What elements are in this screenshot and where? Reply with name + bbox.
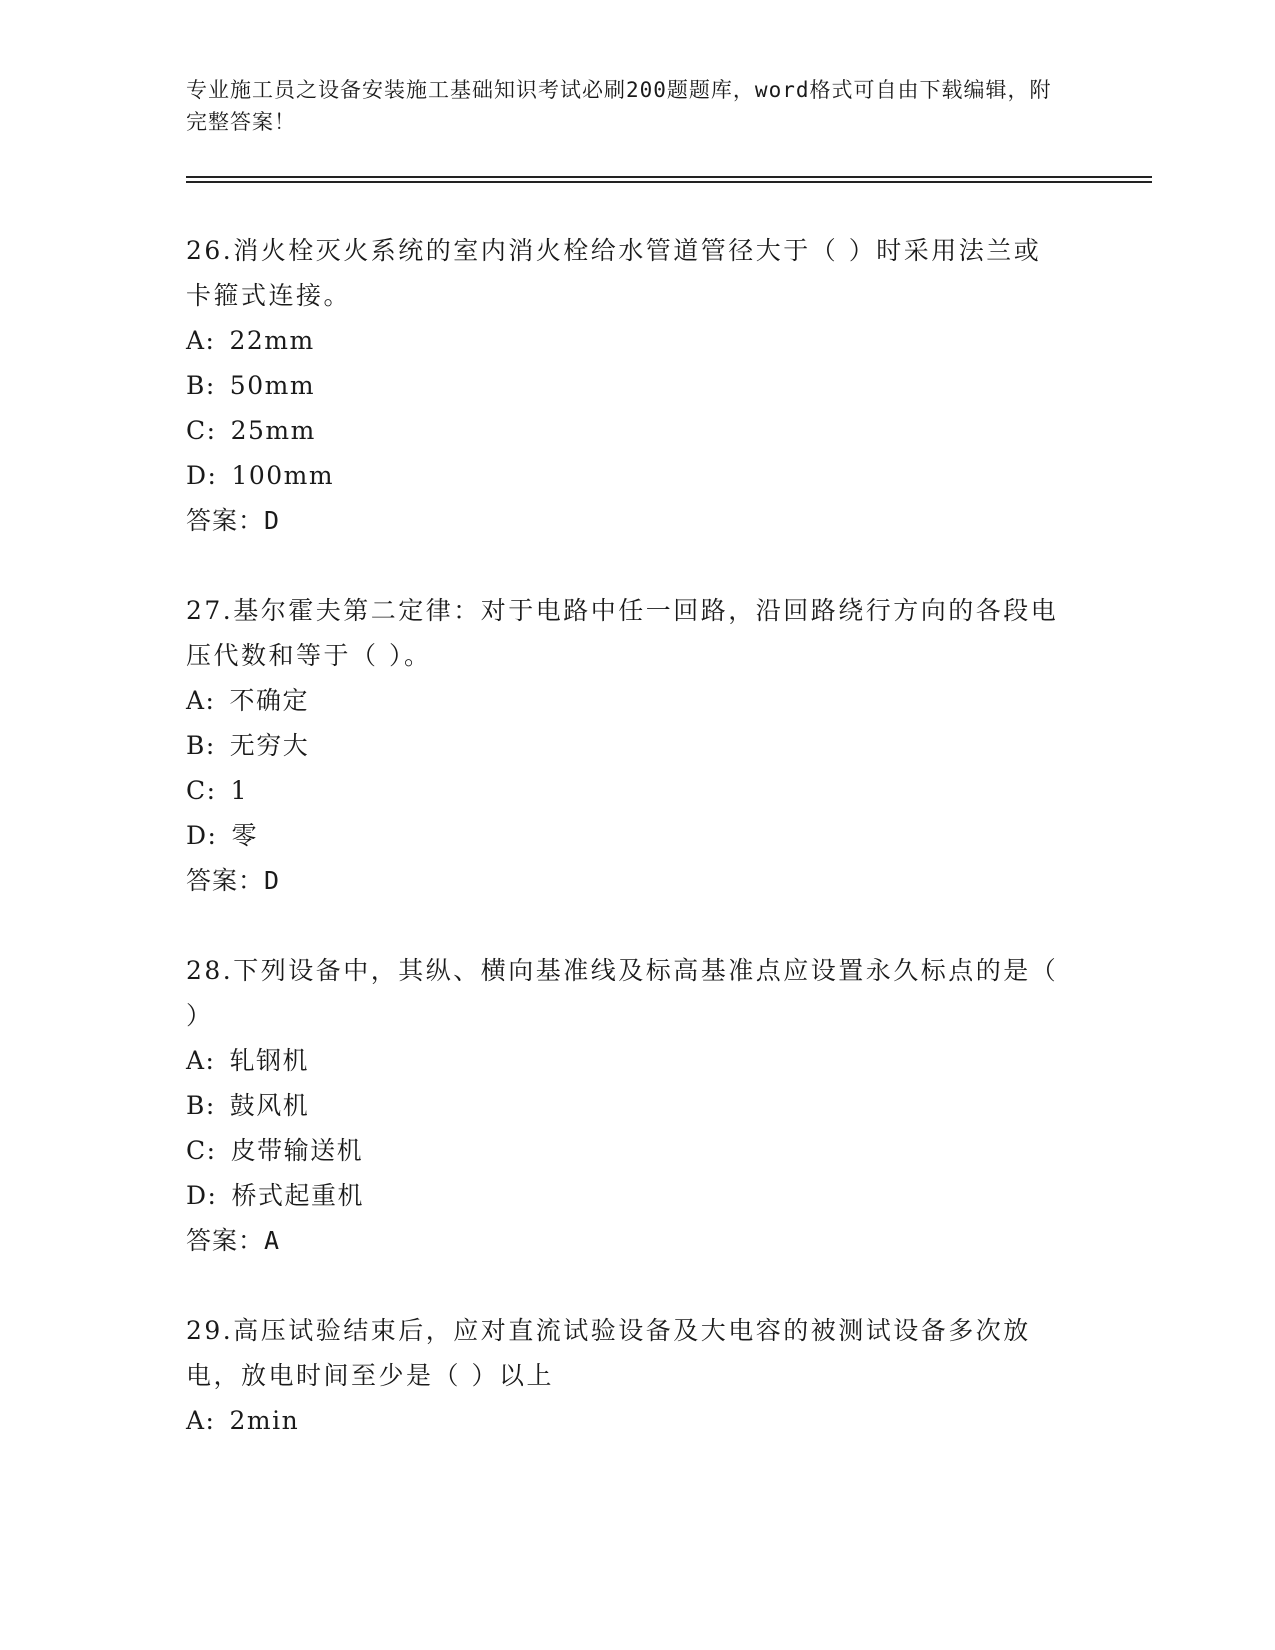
- option-label: A:: [186, 1406, 216, 1435]
- option-text: 不确定: [229, 686, 309, 715]
- option-a: [186, 1398, 1066, 1443]
- document-header: 专业施工员之设备安装施工基础知识考试必刷200题题库，word格式可自由下载编辑，附完整答案！: [186, 78, 1052, 134]
- question-text: 27.基尔霍夫第二定律：对于电路中任一回路，沿回路绕行方向的各段电压代数和等于（ ）。: [186, 596, 1059, 670]
- option-label: D:: [186, 461, 218, 490]
- option-label: B:: [186, 371, 216, 400]
- option-a: [186, 1038, 1066, 1083]
- option-text: 1: [230, 776, 248, 805]
- option-b: [186, 723, 1066, 768]
- option-label: B:: [186, 1091, 216, 1120]
- option-c: [186, 408, 1066, 453]
- option-d: [186, 1173, 1066, 1218]
- option-d: [186, 813, 1066, 858]
- answer: 答案：D: [186, 866, 281, 895]
- question-26: [186, 228, 1066, 543]
- option-b: [186, 363, 1066, 408]
- option-text: 无穷大: [229, 731, 310, 760]
- option-text: 轧钢机: [229, 1046, 309, 1075]
- header-divider-top: [186, 176, 1152, 178]
- option-text: 50mm: [229, 371, 316, 400]
- question-27: [186, 588, 1066, 903]
- option-text: 22mm: [229, 326, 315, 355]
- answer: 答案：D: [186, 506, 281, 535]
- option-c: [186, 768, 1066, 813]
- option-label: A:: [186, 1046, 216, 1075]
- option-label: D:: [186, 1181, 218, 1210]
- option-text: 桥式起重机: [231, 1181, 364, 1210]
- question-text: 29.高压试验结束后，应对直流试验设备及大电容的被测试设备多次放电，放电时间至少是（ ）以上: [186, 1316, 1031, 1390]
- option-b: [186, 1083, 1066, 1128]
- option-text: 零: [231, 821, 258, 850]
- option-text: 2min: [229, 1406, 300, 1435]
- option-label: C:: [186, 416, 217, 445]
- option-d: [186, 453, 1066, 498]
- option-label: B:: [186, 731, 216, 760]
- option-text: 皮带输送机: [230, 1136, 364, 1165]
- option-a: [186, 318, 1066, 363]
- option-a: [186, 678, 1066, 723]
- option-label: A:: [186, 326, 216, 355]
- option-text: 100mm: [231, 461, 335, 490]
- option-c: [186, 1128, 1066, 1173]
- option-label: D:: [186, 821, 218, 850]
- question-text: 28.下列设备中，其纵、横向基准线及标高基准点应设置永久标点的是（ ）: [186, 956, 1059, 1030]
- header-divider-bottom: [186, 181, 1152, 183]
- answer: 答案：A: [186, 1226, 281, 1255]
- question-28: [186, 948, 1066, 1263]
- option-label: A:: [186, 686, 216, 715]
- question-text: 26.消火栓灭火系统的室内消火栓给水管道管径大于（ ）时采用法兰或卡箍式连接。: [186, 236, 1042, 310]
- option-label: C:: [186, 1136, 217, 1165]
- option-label: C:: [186, 776, 217, 805]
- option-text: 25mm: [230, 416, 316, 445]
- question-29: [186, 1308, 1066, 1443]
- option-text: 鼓风机: [229, 1091, 310, 1120]
